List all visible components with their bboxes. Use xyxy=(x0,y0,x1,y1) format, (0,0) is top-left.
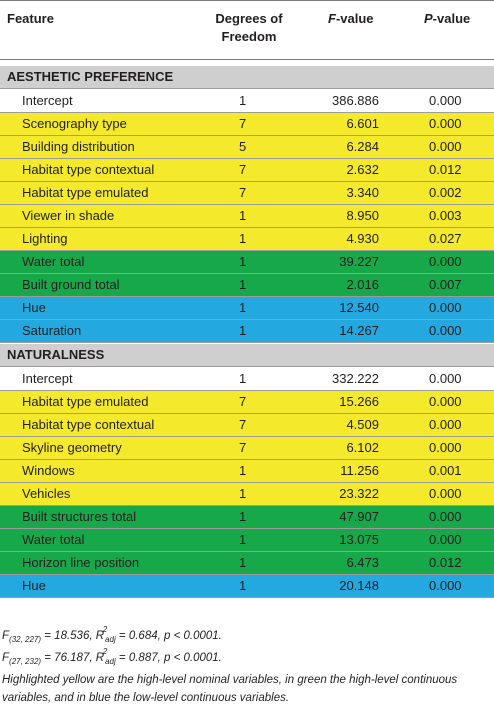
cell-p-value: 0.000 xyxy=(429,440,462,455)
legend-note-line1: Highlighted yellow are the high-level nominal variables, in green the high-level continuous xyxy=(2,674,458,686)
cell-degrees-of-freedom: 7 xyxy=(239,394,247,409)
cell-f-value: 8.950 xyxy=(346,208,379,223)
stat1-rest: = 0.684, p < 0.0001. xyxy=(115,630,222,642)
table-row xyxy=(0,136,494,159)
cell-p-value: 0.000 xyxy=(429,116,462,131)
cell-f-value: 2.016 xyxy=(346,277,379,292)
cell-feature: Saturation xyxy=(22,323,82,338)
cell-feature: Habitat type contextual xyxy=(22,162,155,177)
cell-degrees-of-freedom: 1 xyxy=(239,208,247,223)
cell-degrees-of-freedom: 1 xyxy=(239,231,247,246)
table-row xyxy=(0,274,494,297)
cell-degrees-of-freedom: 1 xyxy=(239,486,247,501)
cell-p-value: 0.000 xyxy=(429,323,462,338)
cell-p-value: 0.003 xyxy=(429,208,462,223)
cell-f-value: 12.540 xyxy=(339,300,379,315)
cell-f-value: 20.148 xyxy=(339,578,379,593)
cell-f-value: 386.886 xyxy=(332,93,379,108)
stat1-f-value: = 18.536, xyxy=(41,630,96,642)
header-p-value xyxy=(424,10,470,28)
cell-p-value: 0.000 xyxy=(429,139,462,154)
cell-p-value: 0.000 xyxy=(429,394,462,409)
table-row xyxy=(0,320,494,343)
section-title: NATURALNESS xyxy=(7,347,105,362)
cell-degrees-of-freedom: 1 xyxy=(239,300,247,315)
header-feature: Feature xyxy=(7,11,54,26)
cell-degrees-of-freedom: 7 xyxy=(239,116,247,131)
table-row xyxy=(0,368,494,391)
cell-feature: Intercept xyxy=(22,93,73,108)
header-f-suffix: -value xyxy=(335,11,374,26)
table-header xyxy=(0,0,494,60)
header-df-line2: Freedom xyxy=(221,29,277,44)
stat1-df: (32, 227) xyxy=(9,635,42,644)
table-row xyxy=(0,251,494,274)
stat-line-2 xyxy=(2,649,492,671)
cell-feature: Viewer in shade xyxy=(22,208,115,223)
cell-p-value: 0.012 xyxy=(429,555,462,570)
cell-feature: Intercept xyxy=(22,371,73,386)
cell-p-value: 0.007 xyxy=(429,277,462,292)
cell-f-value: 6.284 xyxy=(346,139,379,154)
cell-f-value: 4.930 xyxy=(346,231,379,246)
cell-feature: Habitat type emulated xyxy=(22,185,149,200)
table-row xyxy=(0,113,494,136)
cell-p-value: 0.002 xyxy=(429,185,462,200)
cell-feature: Habitat type emulated xyxy=(22,394,149,409)
cell-feature: Hue xyxy=(22,300,46,315)
legend-note-line2: variables, and in blue the low-level continuous variables. xyxy=(2,692,290,704)
table-row xyxy=(0,552,494,575)
cell-feature: Built ground total xyxy=(22,277,120,292)
cell-degrees-of-freedom: 1 xyxy=(239,371,247,386)
table-row xyxy=(0,460,494,483)
header-f-value xyxy=(328,10,374,28)
cell-degrees-of-freedom: 7 xyxy=(239,440,247,455)
cell-feature: Building distribution xyxy=(22,139,135,154)
section-header-row xyxy=(0,66,494,89)
cell-f-value: 4.509 xyxy=(346,417,379,432)
stat2-sup: 2 xyxy=(102,647,108,656)
table-row xyxy=(0,437,494,460)
table-row xyxy=(0,228,494,251)
header-degrees-of-freedom xyxy=(204,10,294,46)
cell-feature: Horizon line position xyxy=(22,555,140,570)
cell-degrees-of-freedom: 5 xyxy=(239,139,247,154)
stat2-adj: adj xyxy=(105,657,116,666)
cell-p-value: 0.000 xyxy=(429,532,462,547)
cell-f-value: 11.256 xyxy=(340,463,379,478)
cell-degrees-of-freedom: 1 xyxy=(239,509,247,524)
cell-f-value: 39.227 xyxy=(339,254,379,269)
header-df-line1: Degrees of xyxy=(215,11,283,26)
table-notes xyxy=(2,627,492,707)
stat1-r: R xyxy=(95,630,105,642)
cell-feature: Lighting xyxy=(22,231,68,246)
cell-p-value: 0.000 xyxy=(429,486,462,501)
header-f-italic: F xyxy=(328,11,336,26)
stat-line-1 xyxy=(2,627,492,649)
header-p-suffix: -value xyxy=(432,11,471,26)
stat2-r2 xyxy=(96,649,116,671)
cell-p-value: 0.000 xyxy=(429,93,462,108)
stat2-rest: = 0.887, p < 0.0001. xyxy=(115,652,222,664)
cell-feature: Vehicles xyxy=(22,486,71,501)
section-header-row xyxy=(0,344,494,367)
section-title: AESTHETIC PREFERENCE xyxy=(7,69,174,84)
stat1-sup: 2 xyxy=(102,625,108,634)
stat2-r: R xyxy=(95,652,105,664)
cell-degrees-of-freedom: 1 xyxy=(239,555,247,570)
table-row xyxy=(0,506,494,529)
cell-p-value: 0.000 xyxy=(429,509,462,524)
stat2-f-value: = 76.187, xyxy=(41,652,96,664)
stat2-f: F xyxy=(2,652,10,664)
cell-feature: Habitat type contextual xyxy=(22,417,155,432)
cell-f-value: 13.075 xyxy=(339,532,379,547)
cell-f-value: 332.222 xyxy=(332,371,379,386)
cell-f-value: 6.473 xyxy=(346,555,379,570)
cell-f-value: 2.632 xyxy=(346,162,379,177)
cell-f-value: 15.266 xyxy=(339,394,379,409)
cell-f-value: 14.267 xyxy=(339,323,379,338)
cell-degrees-of-freedom: 7 xyxy=(239,417,247,432)
cell-f-value: 47.907 xyxy=(339,509,379,524)
cell-p-value: 0.000 xyxy=(429,254,462,269)
cell-p-value: 0.012 xyxy=(429,162,462,177)
cell-degrees-of-freedom: 1 xyxy=(239,93,247,108)
table-row xyxy=(0,90,494,113)
cell-f-value: 23.322 xyxy=(339,486,379,501)
cell-p-value: 0.000 xyxy=(429,371,462,386)
cell-p-value: 0.000 xyxy=(429,300,462,315)
table-row xyxy=(0,575,494,598)
cell-p-value: 0.000 xyxy=(429,417,462,432)
cell-degrees-of-freedom: 1 xyxy=(239,463,247,478)
header-p-italic: P xyxy=(424,11,433,26)
cell-feature: Scenography type xyxy=(22,116,127,131)
cell-degrees-of-freedom: 1 xyxy=(239,323,247,338)
stat2-df: (27, 232) xyxy=(9,657,42,666)
cell-degrees-of-freedom: 1 xyxy=(239,277,247,292)
stat1-f: F xyxy=(2,630,10,642)
cell-degrees-of-freedom: 1 xyxy=(239,254,247,269)
table-row xyxy=(0,529,494,552)
cell-feature: Skyline geometry xyxy=(22,440,122,455)
cell-degrees-of-freedom: 1 xyxy=(239,532,247,547)
cell-degrees-of-freedom: 7 xyxy=(239,162,247,177)
cell-f-value: 6.601 xyxy=(346,116,379,131)
cell-f-value: 6.102 xyxy=(346,440,379,455)
cell-degrees-of-freedom: 7 xyxy=(239,185,247,200)
cell-feature: Built structures total xyxy=(22,509,137,524)
cell-feature: Water total xyxy=(22,254,85,269)
table-row xyxy=(0,182,494,205)
cell-feature: Water total xyxy=(22,532,85,547)
table-row xyxy=(0,414,494,437)
stat1-adj: adj xyxy=(105,635,116,644)
cell-p-value: 0.001 xyxy=(429,463,462,478)
table-row xyxy=(0,297,494,320)
cell-p-value: 0.000 xyxy=(429,578,462,593)
table-row xyxy=(0,391,494,414)
table-row xyxy=(0,483,494,506)
cell-p-value: 0.027 xyxy=(429,231,462,246)
cell-feature: Hue xyxy=(22,578,46,593)
table-row xyxy=(0,205,494,228)
cell-f-value: 3.340 xyxy=(346,185,379,200)
cell-degrees-of-freedom: 1 xyxy=(239,578,247,593)
cell-feature: Windows xyxy=(22,463,75,478)
table-row xyxy=(0,159,494,182)
